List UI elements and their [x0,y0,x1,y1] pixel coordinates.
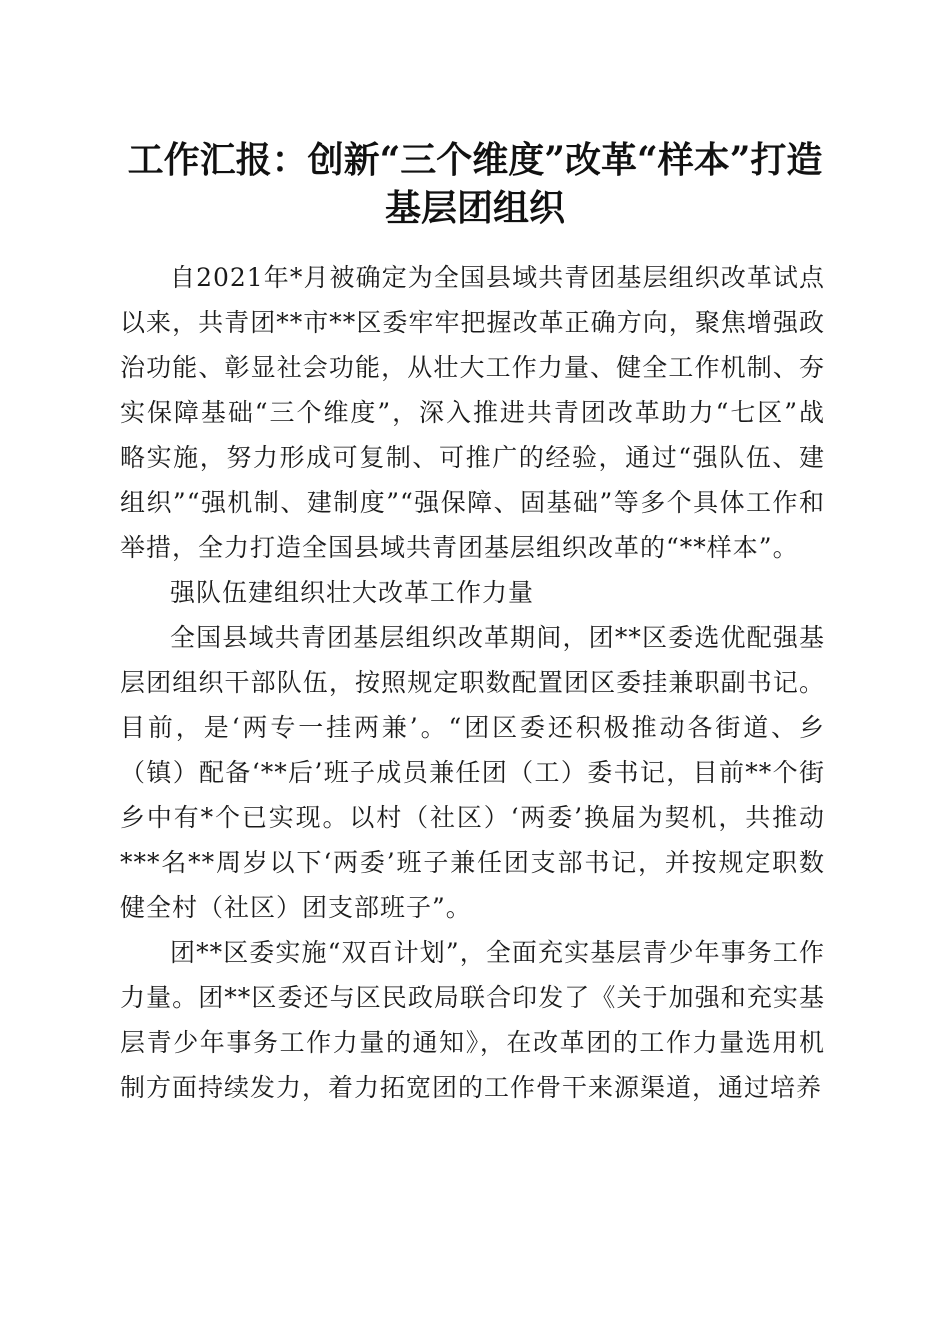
paragraph-double-hundred-plan: 团**区委实施“双百计划”，全面充实基层青少年事务工作力量。团**区委还与区民政局联合印发了《关于加强和充实基层青少年事务工作力量的通知》，在改革团的工作力量选用机制方面持续发力，着力拓宽团的工作骨干来源渠道，通过培养 [120,938,825,1102]
document-title: 工作汇报：创新“三个维度”改革“样本”打造基层团组织 [127,139,823,229]
paragraph-team-building: 全国县域共青团基层组织改革期间，团**区委选优配强基层团组织干部队伍，按照规定职数配置团区委挂兼职副书记。目前，是‘两专一挂两兼’。“团区委还积极推动各街道、乡（镇）配备‘**后’班子成员兼任团（工）委书记，目前**个街乡中有*个已实现。以村（社区）‘两委’换届为契机，共推动***名**周岁以下‘两委’班子兼任团支部书记，并按规定职数健全村（社区）团支部班子”。 [120,623,825,922]
section-heading: 强队伍建组织壮大改革工作力量 [170,578,535,607]
paragraph-intro: 自2021年*月被确定为全国县域共青团基层组织改革试点以来，共青团**市**区委牢牢把握改革正确方向，聚焦增强政治功能、彰显社会功能，从壮大工作力量、健全工作机制、夯实保障基础“三个维度”，深入推进共青团改革助力“七区”战略实施，努力形成可复制、可推广的经验，通过“强队伍、建组织”“强机制、建制度”“强保障、固基础”等多个具体工作和举措，全力打造全国县域共青团基层组织改革的“**样本”。 [120,263,825,562]
document-body [120,255,825,1110]
